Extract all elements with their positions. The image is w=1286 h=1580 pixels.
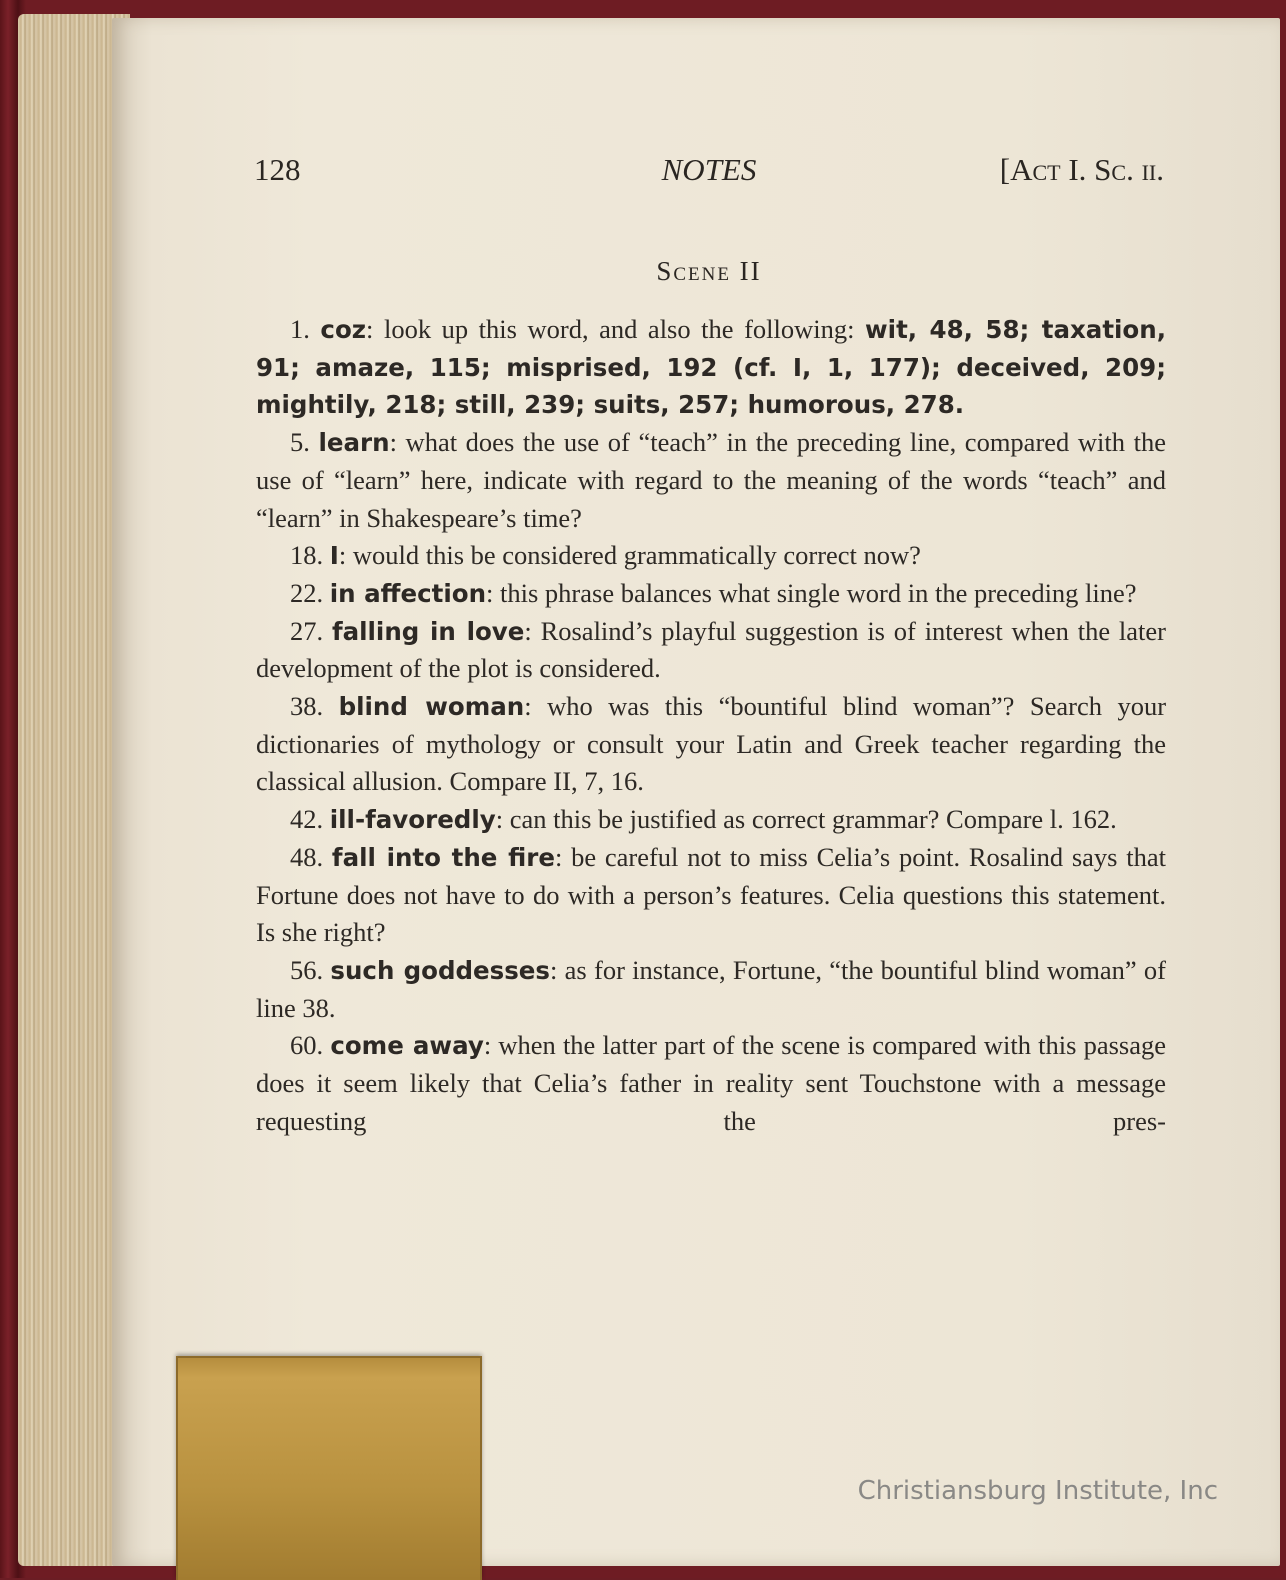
note-term: blind woman [338, 692, 525, 722]
note-term: fall into the fire [331, 842, 555, 872]
note-number: 38. [290, 691, 324, 722]
scene-title: Scene II [656, 256, 762, 286]
note-38 [256, 688, 1166, 801]
notes-list [256, 311, 1166, 1140]
page-header [254, 152, 1164, 196]
note-number: 18. [290, 540, 324, 571]
note-text: : Rosalind’s playful suggestion is of interest when the later development of the plot is considered. [256, 615, 1166, 684]
note-term: coz [320, 315, 367, 344]
note-term: in affection [329, 578, 487, 608]
running-head: NOTES [661, 152, 757, 187]
note-27 [256, 613, 1166, 688]
note-number: 56. [290, 954, 324, 985]
note-1 [256, 311, 1166, 424]
note-number: 1. [290, 314, 310, 344]
note-term: I [329, 541, 339, 571]
note-number: 42. [290, 804, 324, 835]
note-term: ill-favoredly [329, 805, 496, 835]
note-56 [256, 952, 1166, 1027]
note-term: come away [330, 1031, 484, 1061]
note-number: 48. [290, 841, 324, 872]
note-term: such goddesses [330, 955, 551, 985]
note-refs: wit, 48, 58; taxation, 91; amaze, 115; misprised, 192 (cf. I, 1, 177); deceived, 209; mightily, 218; still, 239; suits, 257; humorous, 278. [256, 315, 1167, 420]
note-48 [256, 839, 1166, 952]
note-18 [256, 537, 1166, 575]
note-22 [256, 575, 1166, 613]
note-term: falling in love [331, 616, 525, 646]
note-text: : what does the use of “teach” in the preceding line, compared with the use of “learn” here, indicate with regard to the meaning of the words “teach” and “learn” in Shakespeare’s time? [256, 427, 1167, 533]
note-number: 60. [290, 1030, 324, 1061]
note-term: learn [318, 428, 390, 458]
note-text: : when the latter part of the scene is compared with this passage does it seem likely that Celia’s father in reality sent Touchstone with a message requesting the pres- [256, 1030, 1167, 1136]
watermark: Christiansburg Institute, Inc [857, 1476, 1218, 1506]
note-text: : be careful not to miss Celia’s point. Rosalind says that Fortune does not have to do with a person’s features. Celia questions this statement. Is she right? [256, 841, 1166, 948]
note-text: : can this be justified as correct grammar? Compare l. 162. [495, 804, 1117, 835]
note-number: 27. [290, 615, 324, 646]
note-text: : as for instance, Fortune, “the bountiful blind woman” of line 38. [256, 954, 1166, 1023]
note-text: : this phrase balances what single word in the preceding line? [486, 577, 1137, 608]
note-text: : look up this word, and also the following: [366, 314, 855, 344]
bookmark-tab [176, 1356, 482, 1580]
act-scene-reference: [Act I. Sc. ii. [999, 152, 1164, 187]
note-60 [256, 1027, 1166, 1140]
page-number: 128 [254, 152, 301, 187]
note-number: 22. [290, 577, 324, 608]
note-number: 5. [290, 427, 310, 458]
note-5 [256, 424, 1166, 537]
note-42 [256, 801, 1166, 839]
note-text: : who was this “bountiful blind woman”? Search your dictionaries of mythology or consult your Latin and Greek teacher regarding the classical allusion. Compare II, 7, 16. [256, 691, 1167, 797]
note-text: : would this be considered grammatically correct now? [338, 540, 921, 571]
